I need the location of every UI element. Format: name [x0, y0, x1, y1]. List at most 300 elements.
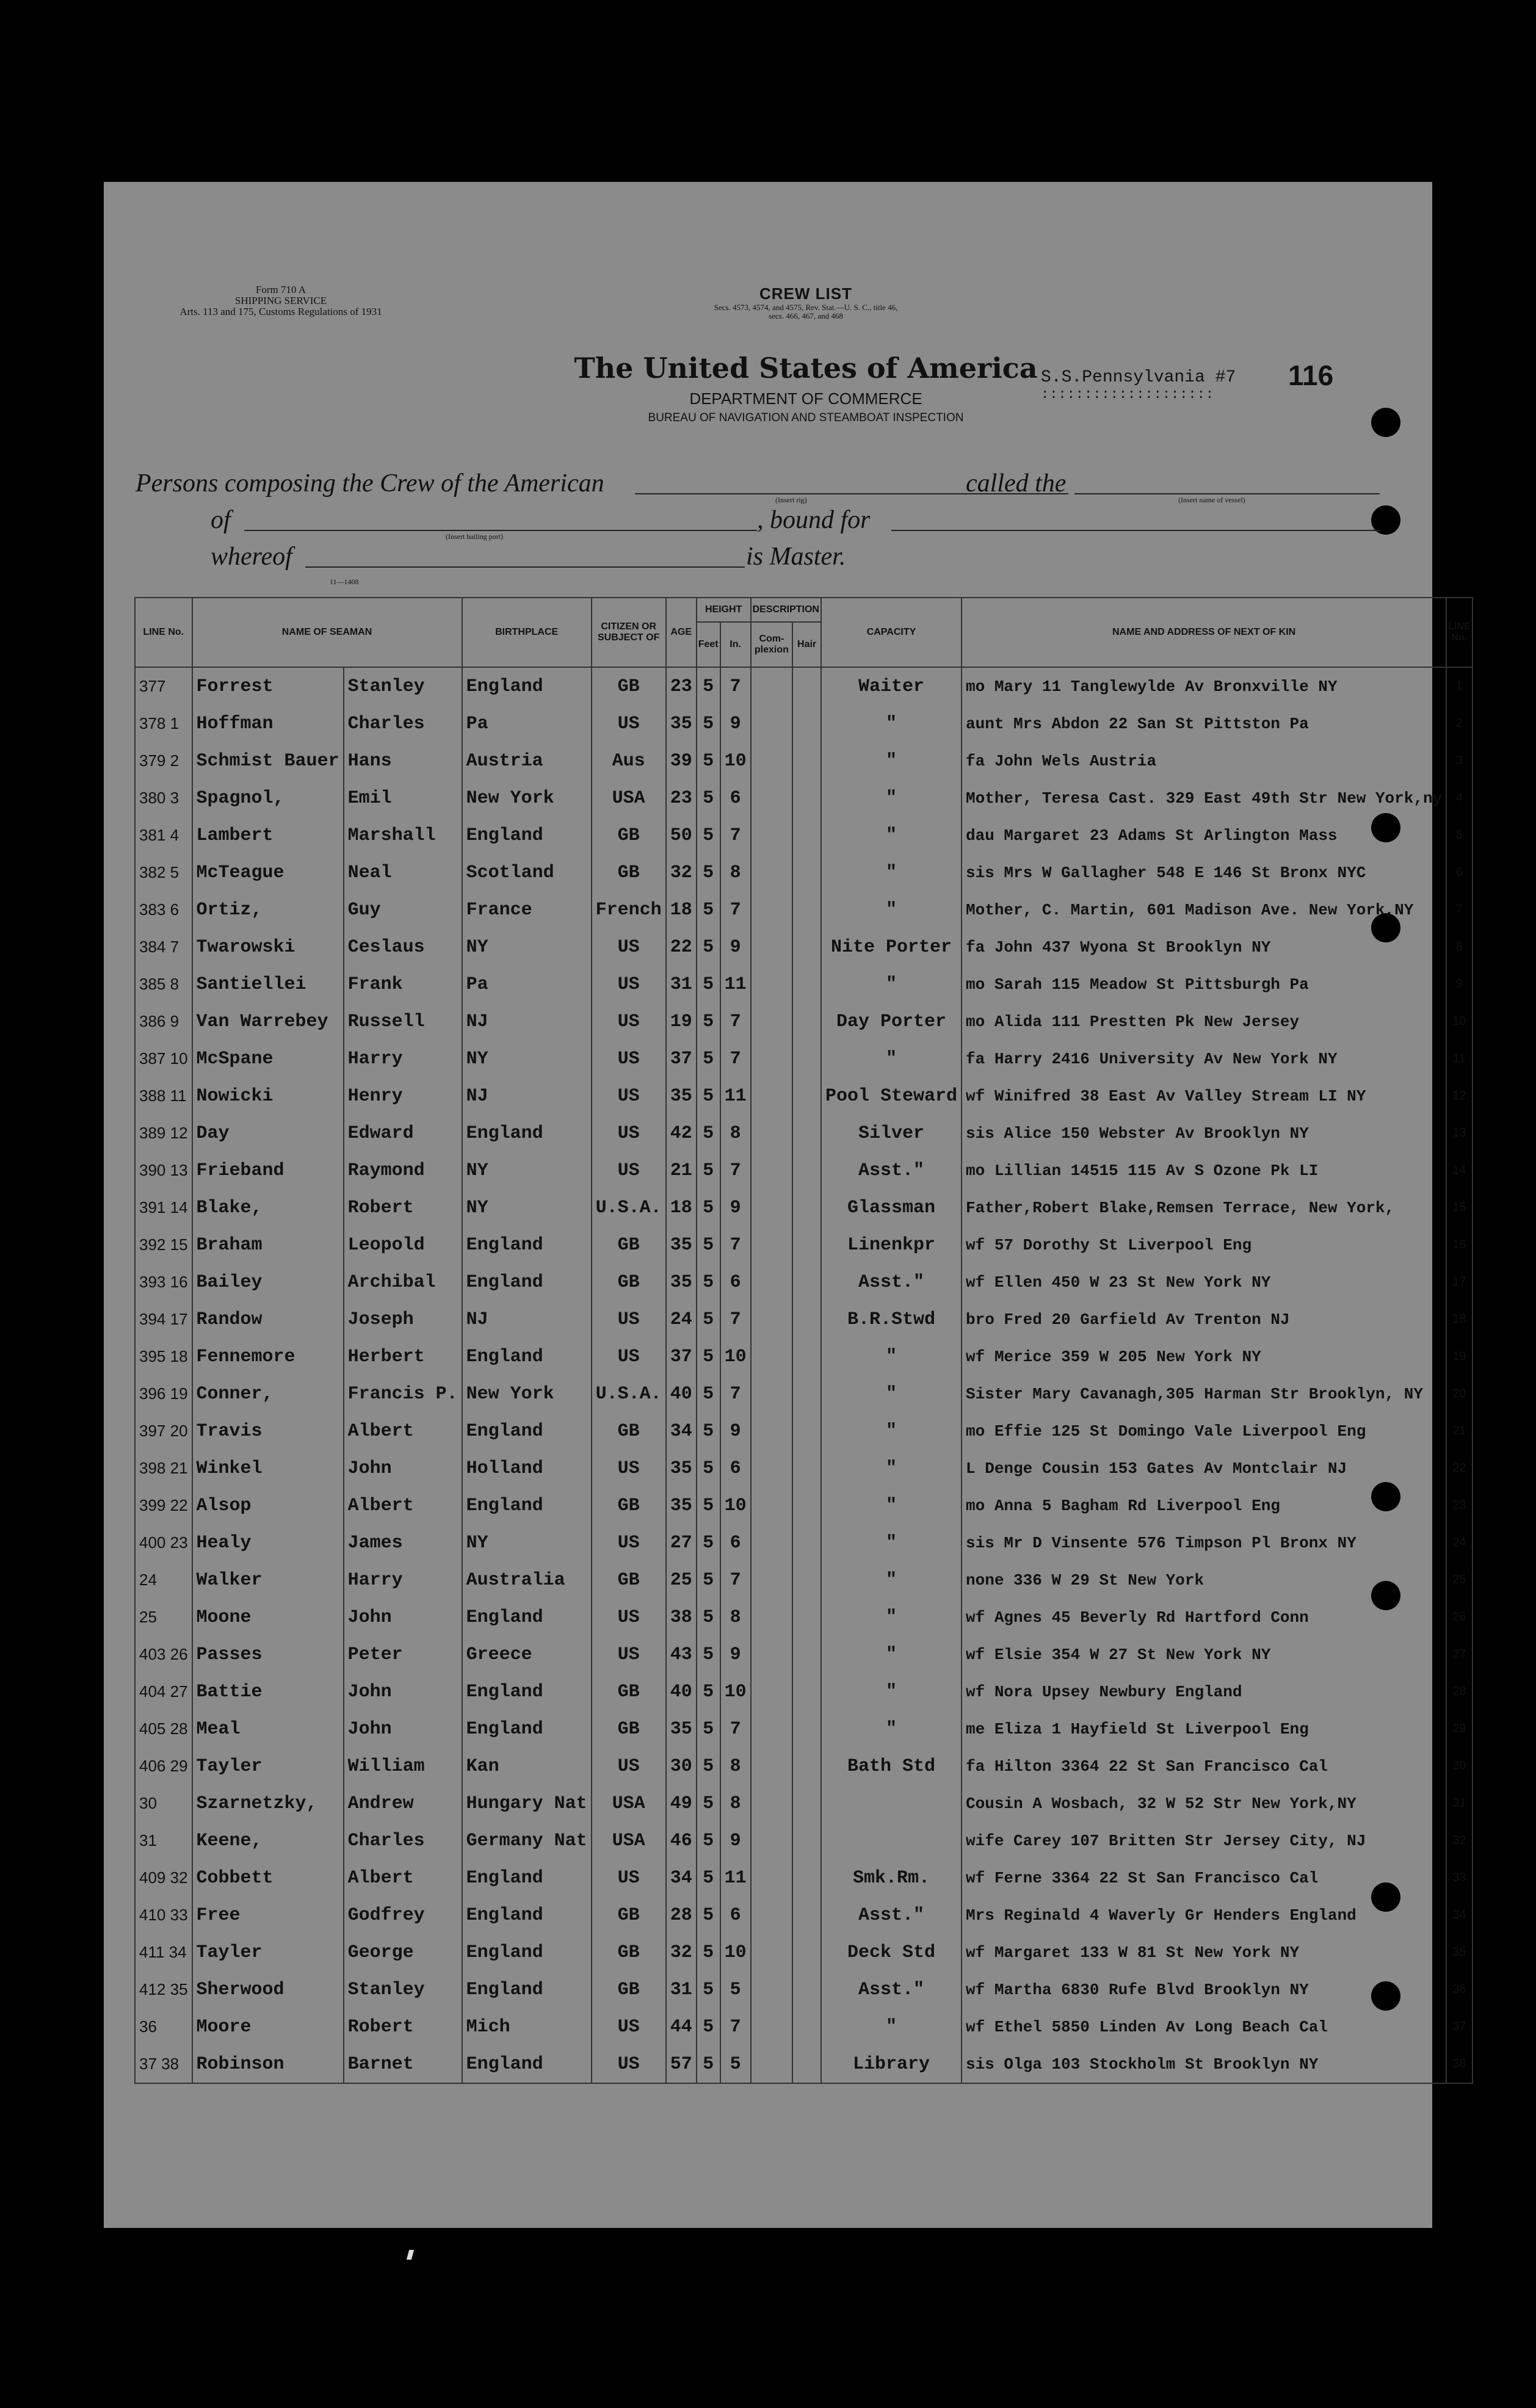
hair	[792, 1077, 821, 1115]
birthplace: England	[462, 1934, 592, 1971]
height-feet: 5	[697, 966, 720, 1003]
table-row	[135, 1375, 1473, 1412]
surname: Day	[192, 1115, 344, 1152]
right-line-number: 14	[1446, 1152, 1472, 1189]
height-feet: 5	[697, 1896, 720, 1934]
age: 43	[666, 1636, 697, 1673]
citizenship: GB	[592, 1264, 666, 1301]
capacity: Linenkpr	[821, 1226, 962, 1264]
hair	[792, 1599, 821, 1636]
surname: Forrest	[192, 667, 344, 705]
age: 46	[666, 1822, 697, 1859]
height-inches: 8	[720, 1599, 751, 1636]
birthplace: England	[462, 1859, 592, 1896]
country-heading: The United States of America	[574, 352, 1038, 385]
hair	[792, 1040, 821, 1077]
hair	[792, 779, 821, 817]
citizenship: GB	[592, 854, 666, 891]
complexion	[751, 1003, 793, 1040]
table-row	[135, 1710, 1473, 1748]
given-name: Herbert	[344, 1338, 462, 1375]
complexion	[751, 1896, 793, 1934]
hair	[792, 1115, 821, 1152]
capacity: "	[821, 1673, 962, 1710]
height-inches: 11	[720, 1859, 751, 1896]
height-feet: 5	[697, 1301, 720, 1338]
line-number: 410 33	[135, 1896, 192, 1934]
next-of-kin: wf Ellen 450 W 23 St New York NY	[962, 1264, 1446, 1301]
age: 35	[666, 1226, 697, 1264]
complexion	[751, 928, 793, 966]
complexion	[751, 1934, 793, 1971]
given-name: Charles	[344, 1822, 462, 1859]
next-of-kin: fa Hilton 3364 22 St San Francisco Cal	[962, 1748, 1446, 1785]
height-feet: 5	[697, 1710, 720, 1748]
age: 30	[666, 1748, 697, 1785]
hair	[792, 1524, 821, 1561]
capacity: Silver	[821, 1115, 962, 1152]
line-number: 394 17	[135, 1301, 192, 1338]
height-inches: 8	[720, 1115, 751, 1152]
citizenship: US	[592, 1450, 666, 1487]
complexion	[751, 1375, 793, 1412]
age: 42	[666, 1115, 697, 1152]
birthplace: England	[462, 1338, 592, 1375]
complexion	[751, 966, 793, 1003]
capacity: "	[821, 1040, 962, 1077]
citizenship: US	[592, 1636, 666, 1673]
right-line-number: 23	[1446, 1487, 1472, 1524]
master-blank	[305, 566, 745, 568]
line-number: 399 22	[135, 1487, 192, 1524]
age: 35	[666, 705, 697, 742]
right-line-number: 20	[1446, 1375, 1472, 1412]
given-name: Peter	[344, 1636, 462, 1673]
col-age: AGE	[666, 598, 697, 667]
age: 21	[666, 1152, 697, 1189]
birthplace: NY	[462, 928, 592, 966]
surname: Free	[192, 1896, 344, 1934]
next-of-kin: dau Margaret 23 Adams St Arlington Mass	[962, 817, 1446, 854]
capacity: Smk.Rm.	[821, 1859, 962, 1896]
surname: Healy	[192, 1524, 344, 1561]
right-line-number: 32	[1446, 1822, 1472, 1859]
height-inches: 7	[720, 1561, 751, 1599]
given-name: Francis P.	[344, 1375, 462, 1412]
next-of-kin: wife Carey 107 Britten Str Jersey City, NJ	[962, 1822, 1446, 1859]
line-number: 387 10	[135, 1040, 192, 1077]
height-inches: 5	[720, 1971, 751, 2008]
right-line-number: 26	[1446, 1599, 1472, 1636]
citizenship: US	[592, 1524, 666, 1561]
age: 37	[666, 1040, 697, 1077]
given-name: Ceslaus	[344, 928, 462, 966]
destination-blank	[891, 530, 1380, 531]
height-inches: 7	[720, 1301, 751, 1338]
complexion	[751, 1226, 793, 1264]
capacity: "	[821, 1599, 962, 1636]
next-of-kin: fa John 437 Wyona St Brooklyn NY	[962, 928, 1446, 966]
hair	[792, 1264, 821, 1301]
line-number: 400 23	[135, 1524, 192, 1561]
table-row	[135, 1338, 1473, 1375]
given-name: Archibal	[344, 1264, 462, 1301]
birthplace: England	[462, 1412, 592, 1450]
capacity: "	[821, 779, 962, 817]
next-of-kin: Father,Robert Blake,Remsen Terrace, New York,	[962, 1189, 1446, 1226]
line-number: 31	[135, 1822, 192, 1859]
line-number: 393 16	[135, 1264, 192, 1301]
hair	[792, 742, 821, 779]
next-of-kin: wf Elsie 354 W 27 St New York NY	[962, 1636, 1446, 1673]
height-inches: 10	[720, 1673, 751, 1710]
next-of-kin: fa John Wels Austria	[962, 742, 1446, 779]
height-feet: 5	[697, 1189, 720, 1226]
table-row	[135, 1673, 1473, 1710]
right-line-number: 4	[1446, 779, 1472, 817]
age: 31	[666, 966, 697, 1003]
capacity: Asst."	[821, 1264, 962, 1301]
surname: Cobbett	[192, 1859, 344, 1896]
height-feet: 5	[697, 1859, 720, 1896]
capacity: "	[821, 1636, 962, 1673]
table-row	[135, 779, 1473, 817]
height-inches: 10	[720, 1487, 751, 1524]
surname: Braham	[192, 1226, 344, 1264]
next-of-kin: mo Lillian 14515 115 Av S Ozone Pk LI	[962, 1152, 1446, 1189]
age: 50	[666, 817, 697, 854]
complexion	[751, 2008, 793, 2045]
line-number: 397 20	[135, 1412, 192, 1450]
statutes-line-2: secs. 466, 467, and 468	[769, 311, 843, 320]
right-line-number: 12	[1446, 1077, 1472, 1115]
right-line-number: 10	[1446, 1003, 1472, 1040]
age: 19	[666, 1003, 697, 1040]
height-feet: 5	[697, 1152, 720, 1189]
table-row	[135, 2045, 1473, 2083]
hair	[792, 854, 821, 891]
height-feet: 5	[697, 854, 720, 891]
height-inches: 6	[720, 1524, 751, 1561]
articles-label: Arts. 113 and 175, Customs Regulations of 1931	[179, 306, 382, 317]
complexion	[751, 705, 793, 742]
next-of-kin: Sister Mary Cavanagh,305 Harman Str Brooklyn, NY	[962, 1375, 1446, 1412]
table-row	[135, 1748, 1473, 1785]
complexion	[751, 1599, 793, 1636]
height-feet: 5	[697, 817, 720, 854]
table-row	[135, 742, 1473, 779]
citizenship: US	[592, 1599, 666, 1636]
given-name: Guy	[344, 891, 462, 928]
line-number: 409 32	[135, 1859, 192, 1896]
surname: Tayler	[192, 1748, 344, 1785]
capacity: Nite Porter	[821, 928, 962, 966]
complexion	[751, 1450, 793, 1487]
age: 57	[666, 2045, 697, 2083]
surname: McSpane	[192, 1040, 344, 1077]
height-feet: 5	[697, 1934, 720, 1971]
table-row	[135, 891, 1473, 928]
complexion	[751, 1524, 793, 1561]
next-of-kin: Mrs Reginald 4 Waverly Gr Henders England	[962, 1896, 1446, 1934]
surname: Lambert	[192, 817, 344, 854]
table-row	[135, 1896, 1473, 1934]
citizenship: US	[592, 928, 666, 966]
line-number: 398 21	[135, 1450, 192, 1487]
given-name: John	[344, 1450, 462, 1487]
capacity: Glassman	[821, 1189, 962, 1226]
birthplace: England	[462, 2045, 592, 2083]
given-name: Harry	[344, 1561, 462, 1599]
complexion	[751, 742, 793, 779]
hair	[792, 667, 821, 705]
preamble-is-master: is Master.	[746, 543, 846, 571]
right-line-number: 28	[1446, 1673, 1472, 1710]
birthplace: Holland	[462, 1450, 592, 1487]
capacity: "	[821, 854, 962, 891]
complexion	[751, 891, 793, 928]
age: 23	[666, 667, 697, 705]
height-feet: 5	[697, 1003, 720, 1040]
surname: Schmist Bauer	[192, 742, 344, 779]
height-inches: 7	[720, 891, 751, 928]
given-name: Robert	[344, 2008, 462, 2045]
form-number-block	[171, 284, 391, 317]
birthplace: England	[462, 817, 592, 854]
crew-rows	[135, 667, 1473, 2083]
citizenship: US	[592, 1748, 666, 1785]
hair	[792, 1338, 821, 1375]
table-row	[135, 928, 1473, 966]
port-caption: (Insert hailing port)	[446, 532, 503, 541]
age: 38	[666, 1599, 697, 1636]
height-feet: 5	[697, 1599, 720, 1636]
hair	[792, 1971, 821, 2008]
height-inches: 8	[720, 1748, 751, 1785]
capacity: Bath Std	[821, 1748, 962, 1785]
next-of-kin: none 336 W 29 St New York	[962, 1561, 1446, 1599]
height-inches: 7	[720, 1375, 751, 1412]
capacity: "	[821, 1710, 962, 1748]
given-name: George	[344, 1934, 462, 1971]
given-name: John	[344, 1673, 462, 1710]
surname: Fennemore	[192, 1338, 344, 1375]
complexion	[751, 1561, 793, 1599]
next-of-kin: wf Winifred 38 East Av Valley Stream LI NY	[962, 1077, 1446, 1115]
complexion	[751, 1077, 793, 1115]
capacity	[821, 1822, 962, 1859]
table-row	[135, 1115, 1473, 1152]
given-name: Henry	[344, 1077, 462, 1115]
height-inches: 6	[720, 779, 751, 817]
height-feet: 5	[697, 1338, 720, 1375]
hair	[792, 1412, 821, 1450]
hair	[792, 1226, 821, 1264]
line-number: 412 35	[135, 1971, 192, 2008]
table-row	[135, 705, 1473, 742]
table-row	[135, 1301, 1473, 1338]
next-of-kin: wf Nora Upsey Newbury England	[962, 1673, 1446, 1710]
height-inches: 11	[720, 966, 751, 1003]
right-line-number: 3	[1446, 742, 1472, 779]
next-of-kin: sis Mrs W Gallagher 548 E 146 St Bronx NYC	[962, 854, 1446, 891]
line-number: 411 34	[135, 1934, 192, 1971]
surname: Keene,	[192, 1822, 344, 1859]
table-row	[135, 1189, 1473, 1226]
hair	[792, 1487, 821, 1524]
line-number: 389 12	[135, 1115, 192, 1152]
complexion	[751, 1264, 793, 1301]
birthplace: Pa	[462, 966, 592, 1003]
given-name: Stanley	[344, 1971, 462, 2008]
height-feet: 5	[697, 742, 720, 779]
age: 40	[666, 1375, 697, 1412]
surname: Meal	[192, 1710, 344, 1748]
col-birthplace: BIRTHPLACE	[462, 598, 592, 667]
document-header	[623, 284, 989, 320]
birthplace: England	[462, 1710, 592, 1748]
preamble-persons: Persons composing the Crew of the American	[136, 469, 604, 497]
document-title: CREW LIST	[759, 284, 852, 303]
height-feet: 5	[697, 1673, 720, 1710]
height-inches: 8	[720, 854, 751, 891]
age: 35	[666, 1450, 697, 1487]
right-line-number: 30	[1446, 1748, 1472, 1785]
complexion	[751, 1636, 793, 1673]
hair	[792, 1748, 821, 1785]
next-of-kin: Mother, C. Martin, 601 Madison Ave. New York,NY	[962, 891, 1446, 928]
table-row	[135, 1450, 1473, 1487]
birthplace: England	[462, 1487, 592, 1524]
citizenship: GB	[592, 1934, 666, 1971]
height-feet: 5	[697, 1524, 720, 1561]
birthplace: Scotland	[462, 854, 592, 891]
capacity: Asst."	[821, 1971, 962, 2008]
height-feet: 5	[697, 1375, 720, 1412]
age: 34	[666, 1412, 697, 1450]
citizenship: US	[592, 1338, 666, 1375]
right-line-number: 16	[1446, 1226, 1472, 1264]
next-of-kin: sis Alice 150 Webster Av Brooklyn NY	[962, 1115, 1446, 1152]
capacity: "	[821, 1561, 962, 1599]
line-number: 378 1	[135, 705, 192, 742]
birthplace: England	[462, 1896, 592, 1934]
birthplace: England	[462, 667, 592, 705]
hair	[792, 1561, 821, 1599]
surname: Sherwood	[192, 1971, 344, 2008]
table-row	[135, 1599, 1473, 1636]
citizenship: U.S.A.	[592, 1375, 666, 1412]
height-feet: 5	[697, 1487, 720, 1524]
given-name: Barnet	[344, 2045, 462, 2083]
complexion	[751, 1859, 793, 1896]
line-number: 37 38	[135, 2045, 192, 2083]
line-number: 391 14	[135, 1189, 192, 1226]
given-name: Charles	[344, 705, 462, 742]
line-number: 383 6	[135, 891, 192, 928]
line-number: 388 11	[135, 1077, 192, 1115]
right-line-number: 21	[1446, 1412, 1472, 1450]
table-row	[135, 1785, 1473, 1822]
hair	[792, 2045, 821, 2083]
preamble-bound-for: , bound for	[757, 506, 871, 534]
surname: Randow	[192, 1301, 344, 1338]
height-inches: 8	[720, 1785, 751, 1822]
birthplace: England	[462, 1115, 592, 1152]
service-label: SHIPPING SERVICE	[234, 295, 327, 306]
capacity: "	[821, 817, 962, 854]
table-row	[135, 1934, 1473, 1971]
birthplace: New York	[462, 779, 592, 817]
complexion	[751, 854, 793, 891]
surname: Frieband	[192, 1152, 344, 1189]
complexion	[751, 817, 793, 854]
citizenship: GB	[592, 667, 666, 705]
surname: Hoffman	[192, 705, 344, 742]
statutes-line: Secs. 4573, 4574, and 4575, Rev. Stat.—U. S. C., title 46,	[714, 303, 898, 312]
age: 49	[666, 1785, 697, 1822]
col-description: DESCRIPTION	[751, 598, 821, 622]
hair	[792, 1896, 821, 1934]
height-feet: 5	[697, 1264, 720, 1301]
form-number: Form 710 A	[255, 284, 306, 295]
height-inches: 7	[720, 2008, 751, 2045]
birthplace: England	[462, 1673, 592, 1710]
given-name: Emil	[344, 779, 462, 817]
line-number: 381 4	[135, 817, 192, 854]
citizenship: GB	[592, 1412, 666, 1450]
table-row	[135, 1971, 1473, 2008]
table-row	[135, 1859, 1473, 1896]
right-line-number: 18	[1446, 1301, 1472, 1338]
right-line-number: 6	[1446, 854, 1472, 891]
preamble-whereof: whereof	[211, 543, 292, 571]
surname: Conner,	[192, 1375, 344, 1412]
age: 34	[666, 1859, 697, 1896]
next-of-kin: sis Mr D Vinsente 576 Timpson Pl Bronx NY	[962, 1524, 1446, 1561]
height-inches: 11	[720, 1077, 751, 1115]
line-number: 385 8	[135, 966, 192, 1003]
hair	[792, 1673, 821, 1710]
capacity: Waiter	[821, 667, 962, 705]
height-feet: 5	[697, 1040, 720, 1077]
birthplace: NJ	[462, 1003, 592, 1040]
hair	[792, 1934, 821, 1971]
capacity: "	[821, 1524, 962, 1561]
surname: Bailey	[192, 1264, 344, 1301]
line-number: 390 13	[135, 1152, 192, 1189]
given-name: James	[344, 1524, 462, 1561]
given-name: Joseph	[344, 1301, 462, 1338]
citizenship: US	[592, 1040, 666, 1077]
birthplace: England	[462, 1226, 592, 1264]
right-line-number: 7	[1446, 891, 1472, 928]
birthplace: England	[462, 1264, 592, 1301]
citizenship: US	[592, 2008, 666, 2045]
surname: Ortiz,	[192, 891, 344, 928]
height-inches: 9	[720, 705, 751, 742]
age: 31	[666, 1971, 697, 2008]
citizenship: GB	[592, 1896, 666, 1934]
birthplace: Austria	[462, 742, 592, 779]
height-inches: 7	[720, 1710, 751, 1748]
col-line-no: LINE No.	[135, 598, 192, 667]
line-number: 384 7	[135, 928, 192, 966]
vessel-blank	[1074, 493, 1380, 494]
line-number: 379 2	[135, 742, 192, 779]
surname: Winkel	[192, 1450, 344, 1487]
capacity: "	[821, 891, 962, 928]
